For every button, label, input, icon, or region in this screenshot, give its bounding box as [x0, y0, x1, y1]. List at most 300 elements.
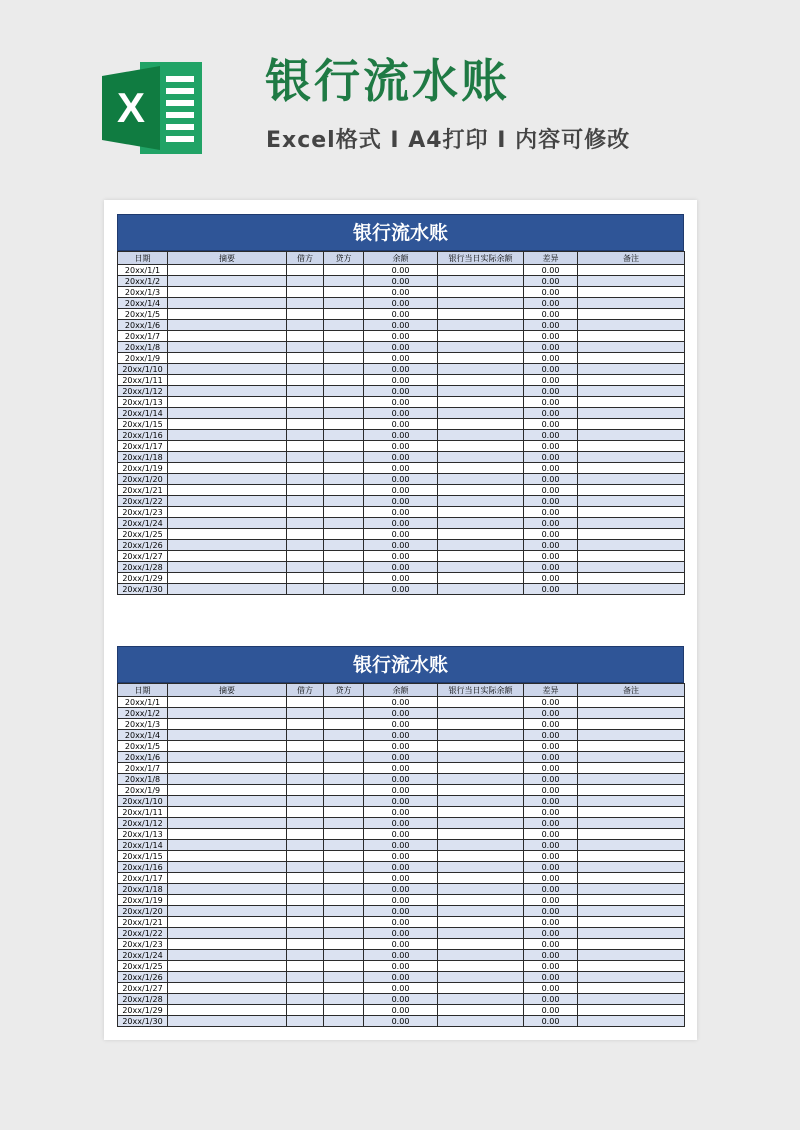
table-cell[interactable] — [578, 994, 685, 1005]
table-cell[interactable]: 20xx/1/16 — [118, 862, 168, 873]
table-cell[interactable]: 0.00 — [364, 719, 438, 730]
table-cell[interactable]: 0.00 — [364, 906, 438, 917]
table-cell[interactable] — [438, 397, 524, 408]
table-cell[interactable]: 0.00 — [524, 353, 578, 364]
table-cell[interactable]: 0.00 — [524, 430, 578, 441]
table-cell[interactable]: 20xx/1/23 — [118, 939, 168, 950]
table-cell[interactable]: 20xx/1/7 — [118, 763, 168, 774]
table-cell[interactable] — [578, 474, 685, 485]
table-cell[interactable] — [287, 906, 324, 917]
table-cell[interactable] — [578, 873, 685, 884]
table-cell[interactable] — [168, 353, 287, 364]
table-cell[interactable]: 20xx/1/23 — [118, 507, 168, 518]
table-cell[interactable] — [438, 441, 524, 452]
table-cell[interactable] — [287, 463, 324, 474]
table-cell[interactable] — [578, 529, 685, 540]
table-cell[interactable]: 20xx/1/28 — [118, 994, 168, 1005]
table-cell[interactable]: 0.00 — [364, 840, 438, 851]
table-cell[interactable]: 0.00 — [364, 408, 438, 419]
table-cell[interactable] — [324, 342, 364, 353]
table-cell[interactable] — [287, 298, 324, 309]
table-cell[interactable]: 0.00 — [524, 309, 578, 320]
table-cell[interactable] — [324, 961, 364, 972]
table-cell[interactable] — [168, 961, 287, 972]
table-cell[interactable] — [324, 573, 364, 584]
table-cell[interactable] — [168, 840, 287, 851]
table-cell[interactable] — [438, 309, 524, 320]
table-cell[interactable] — [578, 430, 685, 441]
table-cell[interactable]: 0.00 — [524, 518, 578, 529]
table-cell[interactable] — [168, 430, 287, 441]
table-cell[interactable]: 20xx/1/27 — [118, 983, 168, 994]
table-cell[interactable]: 0.00 — [364, 697, 438, 708]
table-cell[interactable] — [438, 895, 524, 906]
table-cell[interactable] — [168, 972, 287, 983]
table-cell[interactable] — [287, 342, 324, 353]
table-cell[interactable] — [324, 320, 364, 331]
table-cell[interactable]: 0.00 — [524, 540, 578, 551]
table-cell[interactable] — [287, 752, 324, 763]
table-cell[interactable]: 20xx/1/16 — [118, 430, 168, 441]
table-cell[interactable] — [168, 408, 287, 419]
table-cell[interactable] — [324, 719, 364, 730]
table-cell[interactable] — [578, 309, 685, 320]
table-cell[interactable]: 0.00 — [524, 364, 578, 375]
table-cell[interactable] — [324, 441, 364, 452]
table-cell[interactable]: 0.00 — [364, 829, 438, 840]
table-cell[interactable]: 0.00 — [524, 928, 578, 939]
table-cell[interactable]: 20xx/1/15 — [118, 851, 168, 862]
table-cell[interactable]: 0.00 — [364, 972, 438, 983]
table-cell[interactable]: 0.00 — [364, 774, 438, 785]
table-cell[interactable] — [438, 287, 524, 298]
table-cell[interactable] — [438, 573, 524, 584]
table-cell[interactable]: 20xx/1/3 — [118, 287, 168, 298]
table-cell[interactable]: 20xx/1/5 — [118, 741, 168, 752]
table-cell[interactable] — [578, 452, 685, 463]
table-cell[interactable]: 0.00 — [524, 419, 578, 430]
table-cell[interactable]: 20xx/1/12 — [118, 386, 168, 397]
table-cell[interactable]: 20xx/1/20 — [118, 474, 168, 485]
table-cell[interactable] — [168, 485, 287, 496]
table-cell[interactable] — [168, 983, 287, 994]
table-cell[interactable]: 0.00 — [524, 730, 578, 741]
table-cell[interactable]: 0.00 — [364, 551, 438, 562]
table-cell[interactable]: 0.00 — [364, 928, 438, 939]
table-cell[interactable]: 0.00 — [524, 551, 578, 562]
table-cell[interactable]: 0.00 — [364, 950, 438, 961]
table-cell[interactable] — [324, 562, 364, 573]
table-cell[interactable] — [168, 540, 287, 551]
table-cell[interactable] — [578, 364, 685, 375]
table-cell[interactable] — [578, 917, 685, 928]
table-cell[interactable]: 0.00 — [524, 287, 578, 298]
table-cell[interactable] — [287, 983, 324, 994]
table-cell[interactable]: 0.00 — [364, 983, 438, 994]
table-cell[interactable]: 0.00 — [524, 485, 578, 496]
table-cell[interactable] — [324, 906, 364, 917]
table-cell[interactable] — [578, 796, 685, 807]
table-cell[interactable] — [324, 386, 364, 397]
table-cell[interactable] — [287, 397, 324, 408]
table-cell[interactable]: 0.00 — [364, 298, 438, 309]
table-cell[interactable] — [168, 386, 287, 397]
table-cell[interactable] — [324, 353, 364, 364]
table-cell[interactable] — [578, 730, 685, 741]
table-cell[interactable] — [324, 851, 364, 862]
table-cell[interactable] — [287, 741, 324, 752]
table-cell[interactable] — [287, 840, 324, 851]
table-cell[interactable] — [287, 540, 324, 551]
table-cell[interactable]: 20xx/1/7 — [118, 331, 168, 342]
table-cell[interactable] — [578, 950, 685, 961]
table-cell[interactable] — [578, 983, 685, 994]
table-cell[interactable] — [287, 562, 324, 573]
table-cell[interactable]: 0.00 — [364, 518, 438, 529]
table-cell[interactable] — [324, 485, 364, 496]
table-cell[interactable]: 0.00 — [364, 741, 438, 752]
table-cell[interactable] — [438, 265, 524, 276]
table-cell[interactable]: 0.00 — [364, 342, 438, 353]
table-cell[interactable]: 0.00 — [364, 386, 438, 397]
table-cell[interactable]: 20xx/1/1 — [118, 697, 168, 708]
table-cell[interactable]: 0.00 — [524, 342, 578, 353]
table-cell[interactable]: 0.00 — [524, 1016, 578, 1027]
table-cell[interactable] — [438, 485, 524, 496]
table-cell[interactable] — [287, 917, 324, 928]
table-cell[interactable] — [168, 1005, 287, 1016]
table-cell[interactable]: 0.00 — [524, 763, 578, 774]
table-cell[interactable] — [168, 730, 287, 741]
table-cell[interactable] — [438, 474, 524, 485]
table-cell[interactable]: 20xx/1/21 — [118, 485, 168, 496]
table-cell[interactable] — [438, 452, 524, 463]
table-cell[interactable]: 20xx/1/11 — [118, 807, 168, 818]
table-cell[interactable] — [578, 906, 685, 917]
table-cell[interactable] — [578, 320, 685, 331]
table-cell[interactable] — [168, 419, 287, 430]
table-cell[interactable] — [578, 719, 685, 730]
table-cell[interactable] — [287, 994, 324, 1005]
table-cell[interactable] — [578, 540, 685, 551]
table-cell[interactable] — [287, 807, 324, 818]
table-cell[interactable]: 20xx/1/19 — [118, 895, 168, 906]
table-cell[interactable] — [578, 408, 685, 419]
table-cell[interactable] — [287, 774, 324, 785]
table-cell[interactable] — [287, 1005, 324, 1016]
table-cell[interactable]: 0.00 — [364, 807, 438, 818]
table-cell[interactable] — [438, 829, 524, 840]
table-cell[interactable] — [287, 719, 324, 730]
table-cell[interactable] — [287, 851, 324, 862]
table-cell[interactable]: 0.00 — [364, 796, 438, 807]
table-cell[interactable] — [578, 551, 685, 562]
table-cell[interactable] — [578, 928, 685, 939]
table-cell[interactable]: 20xx/1/3 — [118, 719, 168, 730]
table-cell[interactable] — [168, 1016, 287, 1027]
table-cell[interactable]: 20xx/1/18 — [118, 884, 168, 895]
table-cell[interactable] — [168, 763, 287, 774]
table-cell[interactable]: 0.00 — [364, 708, 438, 719]
table-cell[interactable] — [578, 807, 685, 818]
table-cell[interactable] — [578, 397, 685, 408]
table-cell[interactable] — [324, 862, 364, 873]
table-cell[interactable] — [287, 950, 324, 961]
table-cell[interactable]: 20xx/1/26 — [118, 972, 168, 983]
table-cell[interactable] — [438, 551, 524, 562]
table-cell[interactable] — [578, 697, 685, 708]
table-cell[interactable]: 0.00 — [524, 265, 578, 276]
table-cell[interactable] — [438, 752, 524, 763]
table-cell[interactable] — [578, 961, 685, 972]
table-cell[interactable] — [578, 785, 685, 796]
table-cell[interactable]: 0.00 — [524, 950, 578, 961]
table-cell[interactable] — [287, 364, 324, 375]
table-cell[interactable]: 0.00 — [524, 408, 578, 419]
table-cell[interactable]: 0.00 — [364, 320, 438, 331]
table-cell[interactable] — [287, 697, 324, 708]
table-cell[interactable]: 0.00 — [524, 884, 578, 895]
table-cell[interactable] — [324, 496, 364, 507]
table-cell[interactable] — [168, 884, 287, 895]
table-cell[interactable]: 20xx/1/30 — [118, 584, 168, 595]
table-cell[interactable] — [578, 518, 685, 529]
table-cell[interactable] — [438, 584, 524, 595]
table-cell[interactable] — [168, 397, 287, 408]
table-cell[interactable] — [438, 983, 524, 994]
table-cell[interactable] — [578, 573, 685, 584]
table-cell[interactable]: 20xx/1/6 — [118, 752, 168, 763]
table-cell[interactable] — [324, 796, 364, 807]
table-cell[interactable] — [287, 430, 324, 441]
table-cell[interactable] — [168, 994, 287, 1005]
table-cell[interactable]: 0.00 — [524, 562, 578, 573]
table-cell[interactable]: 0.00 — [524, 961, 578, 972]
table-cell[interactable]: 0.00 — [364, 331, 438, 342]
table-cell[interactable] — [438, 708, 524, 719]
table-cell[interactable]: 0.00 — [364, 452, 438, 463]
table-cell[interactable]: 20xx/1/29 — [118, 1005, 168, 1016]
table-cell[interactable] — [578, 441, 685, 452]
table-cell[interactable] — [324, 983, 364, 994]
table-cell[interactable] — [578, 972, 685, 983]
table-cell[interactable]: 20xx/1/11 — [118, 375, 168, 386]
table-cell[interactable] — [438, 961, 524, 972]
table-cell[interactable]: 0.00 — [364, 353, 438, 364]
table-cell[interactable] — [324, 972, 364, 983]
table-cell[interactable] — [168, 796, 287, 807]
table-cell[interactable] — [168, 441, 287, 452]
table-cell[interactable]: 0.00 — [364, 507, 438, 518]
table-cell[interactable]: 0.00 — [364, 1005, 438, 1016]
table-cell[interactable] — [168, 818, 287, 829]
table-cell[interactable]: 0.00 — [524, 851, 578, 862]
table-cell[interactable] — [287, 320, 324, 331]
table-cell[interactable]: 0.00 — [524, 496, 578, 507]
table-cell[interactable]: 20xx/1/8 — [118, 342, 168, 353]
table-cell[interactable] — [168, 708, 287, 719]
table-cell[interactable]: 0.00 — [524, 785, 578, 796]
table-cell[interactable] — [324, 829, 364, 840]
table-cell[interactable] — [324, 895, 364, 906]
table-cell[interactable]: 0.00 — [364, 529, 438, 540]
table-cell[interactable]: 0.00 — [524, 829, 578, 840]
table-cell[interactable] — [287, 796, 324, 807]
table-cell[interactable] — [438, 873, 524, 884]
table-cell[interactable]: 20xx/1/9 — [118, 353, 168, 364]
table-cell[interactable] — [168, 496, 287, 507]
table-cell[interactable]: 20xx/1/21 — [118, 917, 168, 928]
table-cell[interactable] — [287, 551, 324, 562]
table-cell[interactable]: 0.00 — [364, 895, 438, 906]
table-cell[interactable] — [324, 584, 364, 595]
table-cell[interactable] — [438, 320, 524, 331]
table-cell[interactable] — [438, 950, 524, 961]
table-cell[interactable] — [438, 785, 524, 796]
table-cell[interactable] — [578, 485, 685, 496]
table-cell[interactable] — [578, 840, 685, 851]
table-cell[interactable] — [578, 463, 685, 474]
table-cell[interactable]: 0.00 — [524, 840, 578, 851]
table-cell[interactable] — [324, 540, 364, 551]
table-cell[interactable] — [168, 298, 287, 309]
table-cell[interactable]: 0.00 — [364, 441, 438, 452]
table-cell[interactable]: 20xx/1/17 — [118, 441, 168, 452]
table-cell[interactable]: 0.00 — [524, 298, 578, 309]
table-cell[interactable]: 0.00 — [364, 474, 438, 485]
table-cell[interactable]: 20xx/1/26 — [118, 540, 168, 551]
table-cell[interactable] — [578, 818, 685, 829]
table-cell[interactable] — [168, 364, 287, 375]
table-cell[interactable] — [168, 851, 287, 862]
table-cell[interactable]: 20xx/1/14 — [118, 408, 168, 419]
table-cell[interactable] — [168, 697, 287, 708]
table-cell[interactable] — [324, 950, 364, 961]
table-cell[interactable] — [168, 463, 287, 474]
table-cell[interactable] — [168, 529, 287, 540]
table-cell[interactable]: 20xx/1/5 — [118, 309, 168, 320]
table-cell[interactable] — [287, 441, 324, 452]
table-cell[interactable] — [578, 287, 685, 298]
table-cell[interactable] — [578, 276, 685, 287]
table-cell[interactable] — [287, 474, 324, 485]
table-cell[interactable] — [578, 829, 685, 840]
table-cell[interactable] — [438, 408, 524, 419]
table-cell[interactable] — [168, 309, 287, 320]
table-cell[interactable] — [324, 884, 364, 895]
table-cell[interactable]: 0.00 — [524, 873, 578, 884]
table-cell[interactable] — [168, 375, 287, 386]
table-cell[interactable] — [287, 265, 324, 276]
table-cell[interactable] — [168, 331, 287, 342]
table-cell[interactable]: 20xx/1/22 — [118, 928, 168, 939]
table-cell[interactable] — [168, 895, 287, 906]
table-cell[interactable] — [324, 730, 364, 741]
table-cell[interactable] — [438, 774, 524, 785]
table-cell[interactable] — [287, 496, 324, 507]
table-cell[interactable] — [168, 829, 287, 840]
table-cell[interactable] — [324, 408, 364, 419]
table-cell[interactable]: 20xx/1/22 — [118, 496, 168, 507]
table-cell[interactable]: 20xx/1/1 — [118, 265, 168, 276]
table-cell[interactable] — [324, 474, 364, 485]
table-cell[interactable]: 0.00 — [364, 540, 438, 551]
table-cell[interactable] — [438, 1005, 524, 1016]
table-cell[interactable] — [438, 386, 524, 397]
table-cell[interactable] — [438, 298, 524, 309]
table-cell[interactable] — [438, 807, 524, 818]
table-cell[interactable] — [324, 741, 364, 752]
table-cell[interactable] — [578, 265, 685, 276]
table-cell[interactable] — [324, 807, 364, 818]
table-cell[interactable]: 20xx/1/13 — [118, 397, 168, 408]
table-cell[interactable] — [324, 397, 364, 408]
table-cell[interactable]: 0.00 — [364, 884, 438, 895]
table-cell[interactable] — [438, 540, 524, 551]
table-cell[interactable] — [324, 518, 364, 529]
table-cell[interactable]: 0.00 — [524, 994, 578, 1005]
table-cell[interactable]: 0.00 — [364, 430, 438, 441]
table-cell[interactable]: 0.00 — [524, 529, 578, 540]
table-cell[interactable] — [287, 928, 324, 939]
table-cell[interactable]: 0.00 — [524, 276, 578, 287]
table-cell[interactable] — [168, 950, 287, 961]
table-cell[interactable] — [168, 807, 287, 818]
table-cell[interactable] — [578, 562, 685, 573]
table-cell[interactable] — [438, 276, 524, 287]
table-cell[interactable]: 0.00 — [524, 708, 578, 719]
table-cell[interactable] — [324, 507, 364, 518]
table-cell[interactable] — [287, 386, 324, 397]
table-cell[interactable] — [438, 939, 524, 950]
table-cell[interactable] — [578, 331, 685, 342]
table-cell[interactable]: 0.00 — [524, 862, 578, 873]
table-cell[interactable] — [324, 287, 364, 298]
table-cell[interactable]: 0.00 — [524, 441, 578, 452]
table-cell[interactable] — [438, 529, 524, 540]
table-cell[interactable]: 0.00 — [524, 796, 578, 807]
table-cell[interactable]: 0.00 — [364, 496, 438, 507]
table-cell[interactable] — [438, 884, 524, 895]
table-cell[interactable]: 20xx/1/27 — [118, 551, 168, 562]
table-cell[interactable] — [168, 862, 287, 873]
table-cell[interactable] — [287, 763, 324, 774]
table-cell[interactable] — [578, 496, 685, 507]
table-cell[interactable] — [438, 741, 524, 752]
table-cell[interactable] — [168, 518, 287, 529]
table-cell[interactable]: 0.00 — [524, 917, 578, 928]
table-cell[interactable]: 20xx/1/9 — [118, 785, 168, 796]
table-cell[interactable] — [287, 730, 324, 741]
table-cell[interactable] — [438, 562, 524, 573]
table-cell[interactable]: 20xx/1/10 — [118, 364, 168, 375]
table-cell[interactable]: 0.00 — [524, 331, 578, 342]
table-cell[interactable] — [438, 928, 524, 939]
table-cell[interactable] — [324, 452, 364, 463]
table-cell[interactable] — [438, 994, 524, 1005]
table-cell[interactable]: 0.00 — [524, 320, 578, 331]
table-cell[interactable]: 0.00 — [524, 386, 578, 397]
table-cell[interactable]: 0.00 — [524, 895, 578, 906]
table-cell[interactable] — [287, 818, 324, 829]
table-cell[interactable] — [168, 474, 287, 485]
table-cell[interactable]: 0.00 — [364, 818, 438, 829]
table-cell[interactable] — [578, 353, 685, 364]
table-cell[interactable]: 0.00 — [524, 375, 578, 386]
table-cell[interactable] — [438, 463, 524, 474]
table-cell[interactable] — [438, 430, 524, 441]
table-cell[interactable] — [168, 276, 287, 287]
